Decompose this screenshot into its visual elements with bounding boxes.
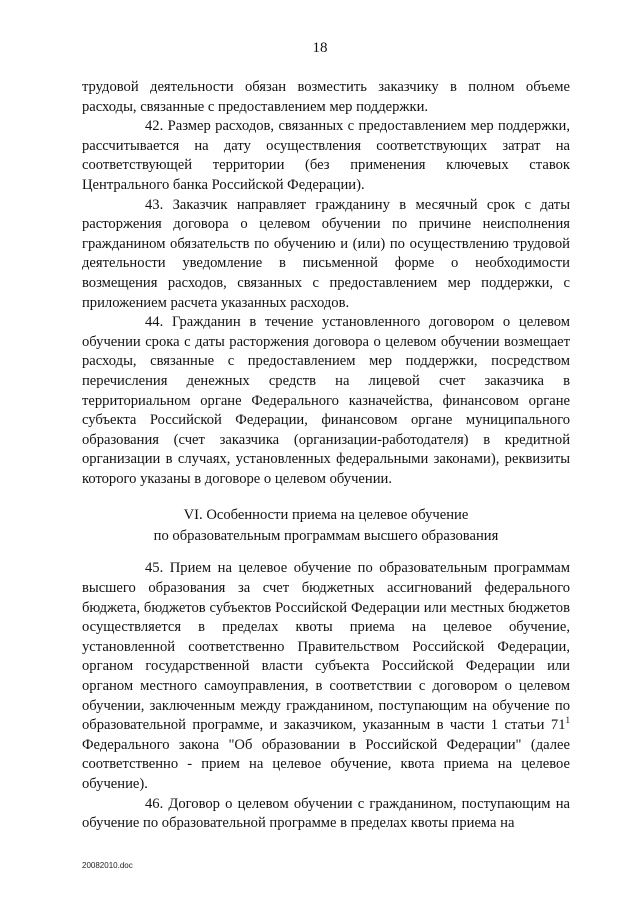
footnote-superscript: 1 [565,715,570,726]
paragraph-46: 46. Договор о целевом обучении с гражданином, поступающим на обучение по образовательной программе в пределах квоты приема на [82,795,570,832]
paragraph-45-part-2: Федерального закона "Об образовании в Российской Федерации" (далее соответственно - прием на целевое обучение, квота приема на целевое обучение). [82,736,570,792]
paragraph-45 [82,559,570,794]
section-heading-line-2: по образовательным программам высшего образования [153,528,499,545]
paragraph-44: 44. Гражданин в течение установленного договором о целевом обучении срока с даты расторжения договора о целевом обучении возмещает расходы, связанные с предоставлением мер поддержки, посредством перечисления денежных средств на лицевой счет заказчика в территориальном органе Федерального казначейства, финансовом органе субъекта Российской Федерации, финансовом органе муниципального образования (счет заказчика (организации-работодателя) в кредитной организации в случаях, установленных федеральными законами), реквизиты которого указаны в договоре о целевом обучении. [82,314,570,487]
paragraph-43: 43. Заказчик направляет гражданину в месячный срок с даты расторжения договора о целевом обучении по причине неисполнения гражданином обязательств по обучению и (или) по осуществлению трудовой деятельности уведомление в письменной форме о необходимости возмещения расходов, связанных с предоставлением мер поддержки, с приложением расчета указанных расходов. [82,196,570,311]
section-heading [82,505,570,547]
paragraph-45-part-1: 45. Прием на целевое обучение по образовательным программам высшего образования за счет бюджетных ассигнований федерального бюджета, бюджетов субъектов Российской Федерации или местных бюджетов осуществляется в пределах квоты приема на целевое обучение, установленной соответственно Правительством Российской Федерации, органом государственной власти субъекта Российской Федерации или органом местного самоуправления, в соответствии с договором о целевом обучении, заключенным между гражданином, поступающим на обучение по образовательной программе, и заказчиком, указанным в части 1 статьи 71 [82,560,570,734]
document-body [82,78,570,834]
paragraph-continuation: трудовой деятельности обязан возместить заказчику в полном объеме расходы, связанные с предоставлением мер поддержки. [82,79,570,115]
section-heading-line-1: VI. Особенности приема на целевое обучение [183,507,469,524]
paragraph-42: 42. Размер расходов, связанных с предоставлением мер поддержки, рассчитывается на дату осуществления соответствующих затрат на соответствующей территории (без применения ключевых ставок Центрального банка Российской Федерации). [82,118,570,193]
footer-filename: 20082010.doc [82,861,133,870]
page-number: 18 [312,40,328,56]
